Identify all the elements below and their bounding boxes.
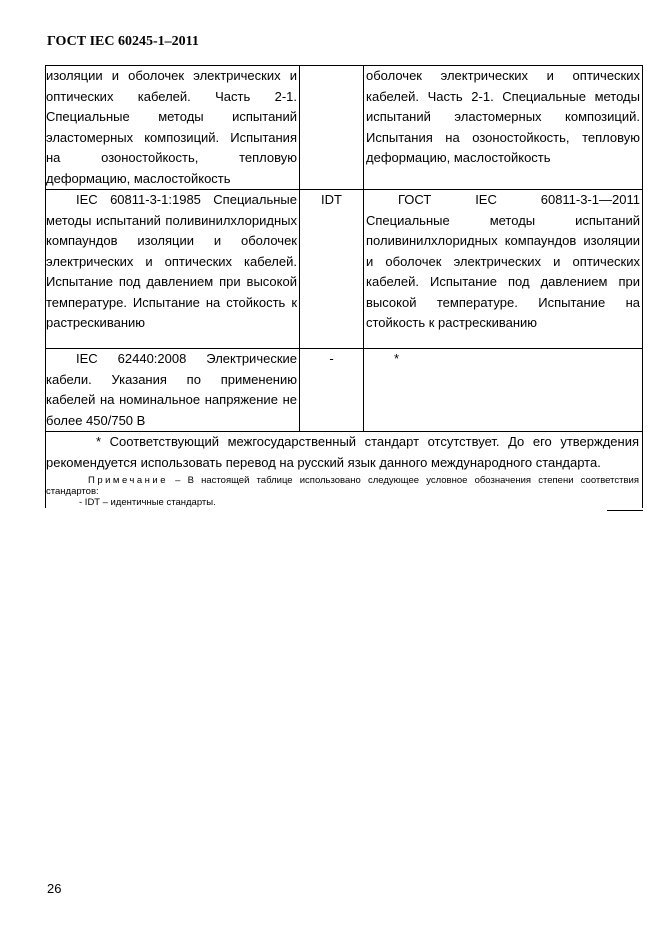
note-label: Примечание [88, 475, 168, 486]
interstate-standard-cell: * [364, 349, 643, 432]
note-item: - IDT – идентичные стандарты. [79, 497, 216, 508]
international-standard-cell: изоляции и оболочек электрических и оптических кабелей. Часть 2-1. Специальные методы испытаний эластомерных композиций. Испытания на озоностойкость, тепловую деформацию, маслостойкость [46, 66, 300, 190]
note-body: – В настоящей таблице использовано следующее условное обозначения степени соответствия стандартов: [46, 475, 639, 497]
footnote: * Соответствующий межгосударственный стандарт отсутствует. До его утверждения рекомендуется использовать перевод на русский язык данного международного стандарта. [46, 434, 639, 470]
table-row [46, 66, 643, 190]
interstate-standard-cell: ГОСТ IEC 60811-3-1—2011 Специальные методы испытаний поливинилхлоридных компаундов изоляции и оболочек электрических и оптических кабелей. Испытание под давлением при высокой температуре. Испытание на стойкость к растрескиванию [364, 190, 643, 349]
page-number: 26 [47, 881, 62, 896]
degree-cell: IDT [300, 190, 364, 349]
international-standard-cell: IEC 60811-3-1:1985 Специальные методы испытаний поливинилхлоридных компаундов изоляции и оболочек электрических и оптических кабелей. Испытание под давлением при высокой температуре. Испытание на стойкость к растрескиванию [46, 190, 300, 349]
interstate-standard-cell: оболочек электрических и оптических кабелей. Часть 2-1. Специальные методы испытаний эластомерных композиций. Испытания на озоностойкость, тепловую деформацию, маслостойкость [364, 66, 643, 190]
degree-cell: - [300, 349, 364, 432]
table-note [46, 475, 639, 508]
page-header: ГОСТ IEC 60245-1–2011 [47, 34, 199, 49]
table-end-rule [607, 510, 643, 511]
standards-table [45, 65, 643, 508]
table-row [46, 349, 643, 432]
international-standard-cell: IEC 62440:2008 Электрические кабели. Указания по применению кабелей на номинальное напряжение не более 450/750 В [46, 349, 300, 432]
footnote-cell [46, 432, 643, 509]
note-text [46, 475, 639, 497]
table-row [46, 190, 643, 349]
degree-cell [300, 66, 364, 190]
footnote-row [46, 432, 643, 509]
